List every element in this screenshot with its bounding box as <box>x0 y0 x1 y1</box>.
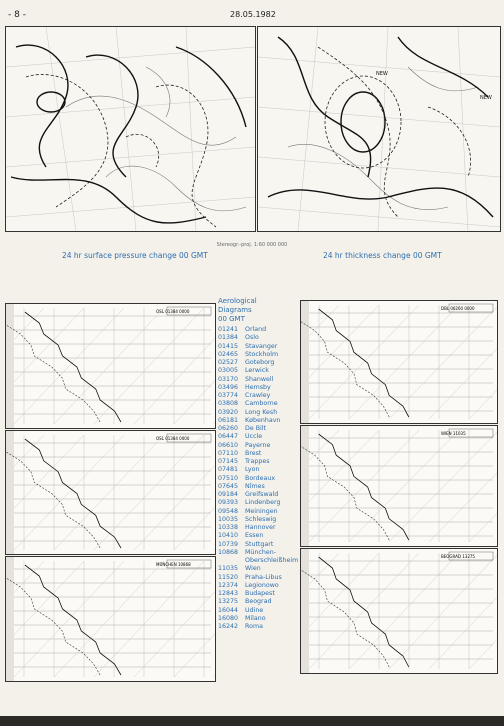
station-code: 06610 <box>218 441 239 449</box>
station-name: Schleswig <box>245 515 277 523</box>
station-name: Hannover <box>245 524 276 531</box>
map-label-new-2: NEW <box>480 95 492 101</box>
aerological-title-line3: 00 GMT <box>218 315 245 323</box>
station-code: 11035 <box>218 565 239 573</box>
surface-pressure-map-drawing <box>6 27 255 231</box>
page-date: 28.05.1982 <box>230 10 276 19</box>
station-code: 02465 <box>218 350 239 358</box>
station-list-item <box>218 458 296 466</box>
station-name: Oberschleißheim <box>245 557 299 564</box>
station-code: 16080 <box>218 614 239 622</box>
station-name: Legionowo <box>245 581 279 589</box>
station-code: 07145 <box>218 458 239 465</box>
station-list-item <box>218 409 296 417</box>
station-name: Oslo <box>245 334 259 342</box>
station-name: Stavanger <box>245 342 278 350</box>
left-map-caption: 24 hr surface pressure change 00 GMT <box>62 251 208 260</box>
diagram-grid <box>301 549 497 673</box>
station-code: 07645 <box>218 482 239 490</box>
station-code: 10035 <box>218 515 239 523</box>
station-code: 02527 <box>218 359 239 366</box>
station-name: Trappes <box>245 458 270 465</box>
station-code: 03170 <box>218 375 239 383</box>
station-code: 01384 <box>218 334 239 342</box>
station-name: Praha-Libus <box>245 573 282 581</box>
station-list-item <box>218 442 296 450</box>
station-code: 16044 <box>218 606 239 614</box>
station-code: 06260 <box>218 425 239 432</box>
station-name: De Bilt <box>245 425 267 432</box>
station-name: Udine <box>245 606 264 614</box>
station-list-item <box>218 607 296 615</box>
diagram-grid <box>6 557 215 681</box>
diagram-label: DBL 06260 0000 <box>441 306 475 311</box>
diagram-grid <box>6 304 215 428</box>
diagram-label: OSL 01384 0000 <box>156 436 190 441</box>
station-name: Nîmes <box>245 482 265 490</box>
station-name: Orland <box>245 326 267 333</box>
station-list-item <box>218 590 296 598</box>
station-code: 01415 <box>218 342 239 350</box>
station-code: 09548 <box>218 507 239 515</box>
station-name: Crawley <box>245 392 271 399</box>
station-list-item <box>218 557 299 565</box>
station-list-item <box>218 450 296 458</box>
station-name: Lyon <box>245 466 260 474</box>
station-name: Camborne <box>245 400 278 408</box>
aerological-diagram-left-bottom <box>5 556 216 682</box>
map-scale-note: Stereogr.-proj. 1:60 000 000 <box>216 242 288 248</box>
station-list-item <box>218 524 296 532</box>
station-name: Goteborg <box>245 359 275 366</box>
station-name: Shanwell <box>245 375 274 383</box>
aerological-diagram-right-top <box>300 300 498 424</box>
station-code: 09184 <box>218 491 239 498</box>
station-name: Essen <box>245 532 264 540</box>
station-code: 09393 <box>218 499 239 507</box>
station-code: 12374 <box>218 581 239 589</box>
station-list-item <box>218 343 296 351</box>
station-list-item <box>218 598 296 606</box>
station-name: Payerne <box>245 441 271 449</box>
station-code: 16242 <box>218 623 239 630</box>
station-list-item <box>218 326 296 334</box>
station-code: 07110 <box>218 449 239 457</box>
station-list-item <box>218 475 296 483</box>
station-list-item <box>218 376 296 384</box>
aerological-title-line1: Aerological <box>218 297 257 305</box>
station-code: 07510 <box>218 474 239 482</box>
station-list-item <box>218 499 296 507</box>
page-number: - 8 - <box>8 10 26 20</box>
station-code: 10338 <box>218 524 239 531</box>
station-code: 12843 <box>218 590 239 597</box>
station-code: 03920 <box>218 408 239 416</box>
station-code: 01241 <box>218 326 239 333</box>
station-code: 10410 <box>218 532 239 540</box>
station-list-item <box>218 351 296 359</box>
station-list-item <box>218 400 296 408</box>
station-list-item <box>218 466 296 474</box>
station-list-item <box>218 491 296 499</box>
diagram-grid <box>301 426 497 546</box>
station-list-item <box>218 565 296 573</box>
diagram-label: MÜNCHEN 10868 <box>156 562 191 567</box>
station-name: Milano <box>245 614 266 622</box>
station-name: Stuttgart <box>245 540 274 548</box>
station-name: Brest <box>245 449 262 457</box>
station-list-item <box>218 417 296 425</box>
station-code: 07481 <box>218 466 239 474</box>
station-list-item <box>218 359 296 367</box>
aerological-diagram-left-top <box>5 303 216 429</box>
diagram-label: BEOGRAD 13275 <box>441 554 475 559</box>
station-name: København <box>245 416 281 424</box>
aerological-diagram-right-middle <box>300 425 498 547</box>
station-name: Bordeaux <box>245 474 276 482</box>
page-bottom-edge <box>0 716 504 726</box>
station-name: Long Kesh <box>245 408 278 416</box>
station-name: Stockholm <box>245 350 279 358</box>
station-code: 06447 <box>218 433 239 441</box>
diagram-label: OSL 01384 0000 <box>156 309 190 314</box>
thickness-map-drawing <box>258 27 500 231</box>
thickness-change-map <box>257 26 501 232</box>
station-name: Budapest <box>245 590 275 597</box>
station-list <box>218 326 299 631</box>
station-list-item <box>218 483 296 491</box>
aerological-title-line2: Diagrams <box>218 306 252 314</box>
station-code: 13275 <box>218 598 239 606</box>
station-list-item <box>218 516 296 524</box>
station-list-item <box>218 425 296 433</box>
station-code: 03005 <box>218 367 239 375</box>
station-code: 03808 <box>218 400 239 408</box>
station-code: 03496 <box>218 383 239 391</box>
station-list-item <box>218 623 296 631</box>
station-list-item <box>218 541 296 549</box>
right-map-caption: 24 hr thickness change 00 GMT <box>323 251 442 260</box>
surface-pressure-change-map <box>5 26 256 232</box>
station-list-item <box>218 549 296 557</box>
station-list-item <box>218 433 296 441</box>
station-code: 10739 <box>218 540 239 548</box>
station-code: 03774 <box>218 392 239 399</box>
diagram-grid <box>6 431 215 554</box>
station-name: Meiningen <box>245 507 278 515</box>
station-name: Beograd <box>245 598 272 606</box>
station-list-item <box>218 508 296 516</box>
station-code: 10868 <box>218 548 239 556</box>
station-list-item <box>218 615 296 623</box>
station-name: Lerwick <box>245 367 269 375</box>
station-name: Greifswald <box>245 491 279 498</box>
station-list-item <box>218 334 296 342</box>
station-list-item <box>218 574 296 582</box>
station-code: 11520 <box>218 573 239 581</box>
station-name: Lindenberg <box>245 499 281 507</box>
station-list-item <box>218 367 296 375</box>
diagram-label: WIEN 11035 <box>441 431 466 436</box>
station-name: München- <box>245 548 277 556</box>
station-list-item <box>218 384 296 392</box>
map-label-new-1: NEW <box>376 71 388 77</box>
station-list-item <box>218 392 296 400</box>
station-name: Wien <box>245 565 261 573</box>
station-list-item <box>218 532 296 540</box>
station-name: Uccle <box>245 433 263 441</box>
station-code: 06181 <box>218 416 239 424</box>
station-list-item <box>218 582 296 590</box>
station-name: Roma <box>245 623 263 630</box>
aerological-diagram-left-middle <box>5 430 216 555</box>
aerological-diagram-right-bottom <box>300 548 498 674</box>
diagram-grid <box>301 301 497 423</box>
aerological-title <box>218 297 284 324</box>
station-name: Hemsby <box>245 383 271 391</box>
